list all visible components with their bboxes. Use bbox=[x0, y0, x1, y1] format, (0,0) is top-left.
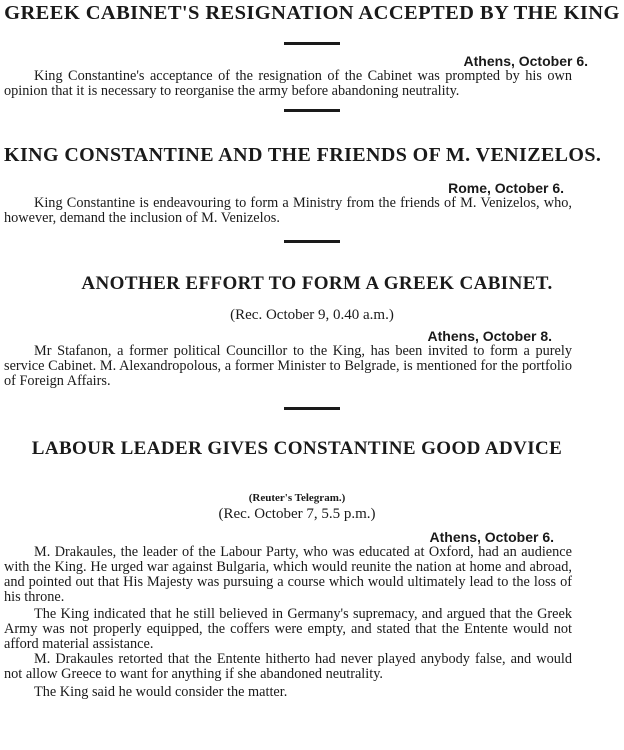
received-time: (Rec. October 7, 5.5 p.m.) bbox=[218, 506, 376, 522]
paragraph: King Constantine is endeavouring to form a Ministry from the friends of M. Venizelos, who, however, demand the inclusion of M. Venizelos. bbox=[4, 195, 572, 226]
article-friends-of-venizelos bbox=[0, 144, 624, 243]
dateline: Athens, October 6. bbox=[429, 529, 554, 545]
article-labour-leader bbox=[0, 438, 624, 700]
paragraph: King Constantine's acceptance of the resignation of the Cabinet was prompted by his own opinion that it is necessary to reorganise the army before abandoning neutrality. bbox=[4, 68, 572, 99]
dateline: Athens, October 6. bbox=[463, 53, 588, 69]
received-time: (Rec. October 9, 0.40 a.m.) bbox=[230, 307, 394, 323]
article-greek-cabinet-resignation bbox=[0, 2, 624, 112]
paragraph: M. Drakaules retorted that the Entente hitherto had never played anybody false, and would not allow Greece to want for anything if she abandoned neutrality. bbox=[4, 651, 572, 682]
paragraph: The King said he would consider the matter. bbox=[34, 684, 288, 700]
rule bbox=[284, 240, 340, 243]
headline: LABOUR LEADER GIVES CONSTANTINE GOOD ADVICE bbox=[31, 438, 563, 459]
source-line: (Reuter's Telegram.) bbox=[248, 492, 346, 504]
rule bbox=[284, 109, 340, 112]
article-another-effort bbox=[0, 273, 624, 410]
paragraph: M. Drakaules, the leader of the Labour Party, who was educated at Oxford, had an audience with the King. He urged war against Bulgaria, which would reunite the nation at home and abroad, and pointed out that His Majesty was pursuing a course which would ultimately lead to the loss of his throne. bbox=[4, 544, 572, 605]
dateline: Athens, October 8. bbox=[427, 328, 552, 344]
headline: KING CONSTANTINE AND THE FRIENDS OF M. VENIZELOS. bbox=[4, 144, 602, 166]
rule bbox=[284, 42, 340, 45]
paragraph: The King indicated that he still believed in Germany's supremacy, and argued that the Greek Army was not properly equipped, the coffers were empty, and stated that the Entente would not afford material assistance. bbox=[4, 606, 572, 652]
rule bbox=[284, 407, 340, 410]
dateline: Rome, October 6. bbox=[448, 180, 564, 196]
headline: GREEK CABINET'S RESIGNATION ACCEPTED BY THE KING bbox=[4, 2, 620, 24]
headline: ANOTHER EFFORT TO FORM A GREEK CABINET. bbox=[81, 273, 553, 294]
paragraph: Mr Stafanon, a former political Councillor to the King, has been invited to form a purely service Cabinet. M. Alexandropolous, a former Minister to Belgrade, is mentioned for the portfolio of Foreign Affairs. bbox=[4, 343, 572, 389]
